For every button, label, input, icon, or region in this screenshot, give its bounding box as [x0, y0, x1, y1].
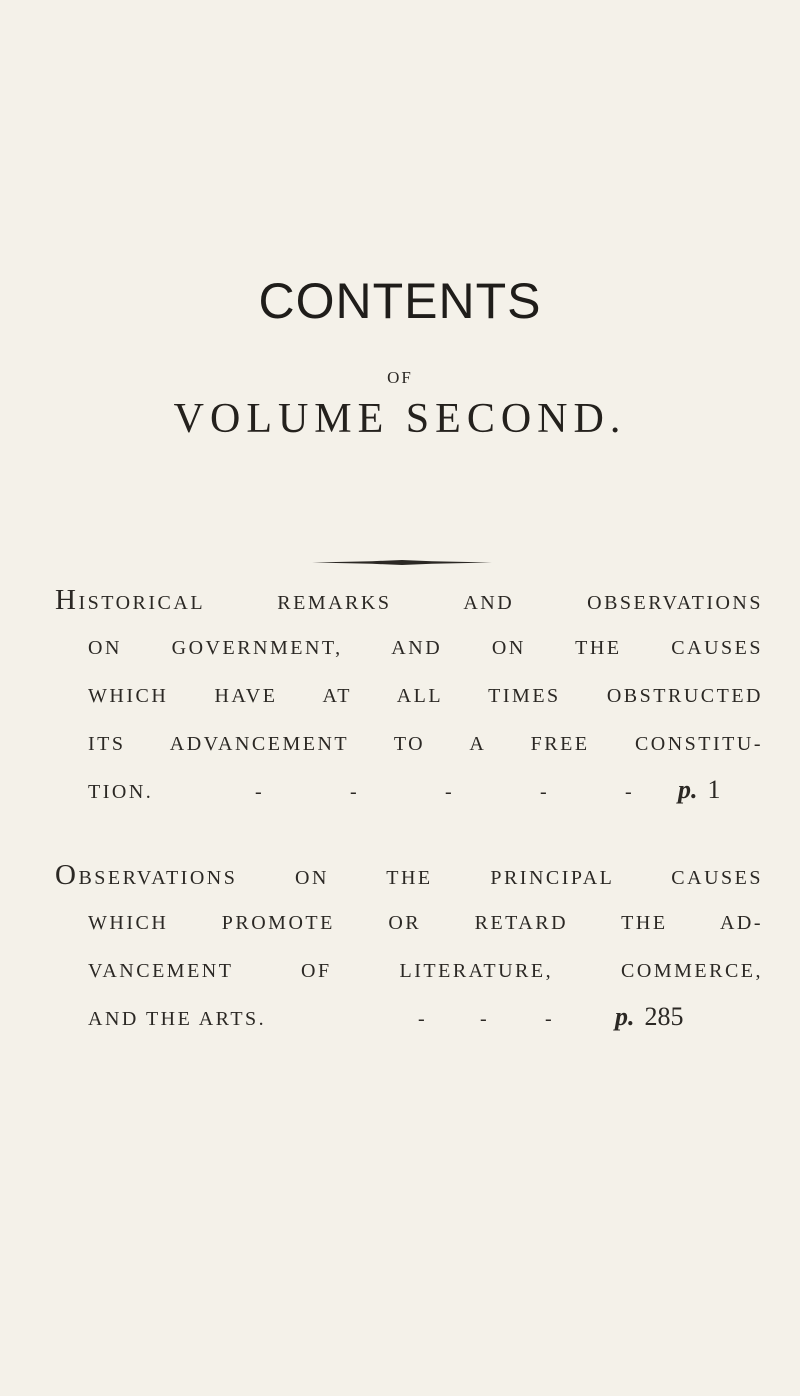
entry-line: ITS ADVANCEMENT TO A FREE CONSTITU- — [88, 733, 763, 755]
leader-dash: - — [350, 781, 357, 803]
leader-dash: - — [540, 781, 547, 803]
leader-dash: - — [255, 781, 262, 803]
entry-line: VANCEMENT OF LITERATURE, COMMERCE, — [88, 960, 763, 982]
entry-line: ON GOVERNMENT, AND ON THE CAUSES — [88, 637, 763, 659]
entry-line-last: AND THE ARTS. — [88, 1008, 267, 1030]
entry-line: HISTORICAL REMARKS AND OBSERVATIONS — [55, 584, 763, 616]
entry-line: WHICH PROMOTE OR RETARD THE AD- — [88, 912, 763, 934]
page-reference: p. 1 — [678, 775, 721, 804]
leader-dash: - — [480, 1008, 487, 1030]
leader-dash: - — [545, 1008, 552, 1030]
page-reference: p. 285 — [615, 1002, 684, 1031]
drop-initial: H — [55, 584, 79, 616]
entry-line: OBSERVATIONS ON THE PRINCIPAL CAUSES — [55, 859, 763, 891]
entry-line-last: TION. — [88, 781, 154, 803]
leader-dash: - — [625, 781, 632, 803]
page-title: CONTENTS — [258, 273, 542, 329]
drop-initial: O — [55, 859, 79, 891]
title-of: OF — [387, 368, 413, 387]
ornamental-rule — [312, 560, 492, 565]
volume-subtitle: VOLUME SECOND. — [173, 396, 627, 442]
leader-dash: - — [445, 781, 452, 803]
entry-line: WHICH HAVE AT ALL TIMES OBSTRUCTED — [88, 685, 763, 707]
leader-dash: - — [418, 1008, 425, 1030]
